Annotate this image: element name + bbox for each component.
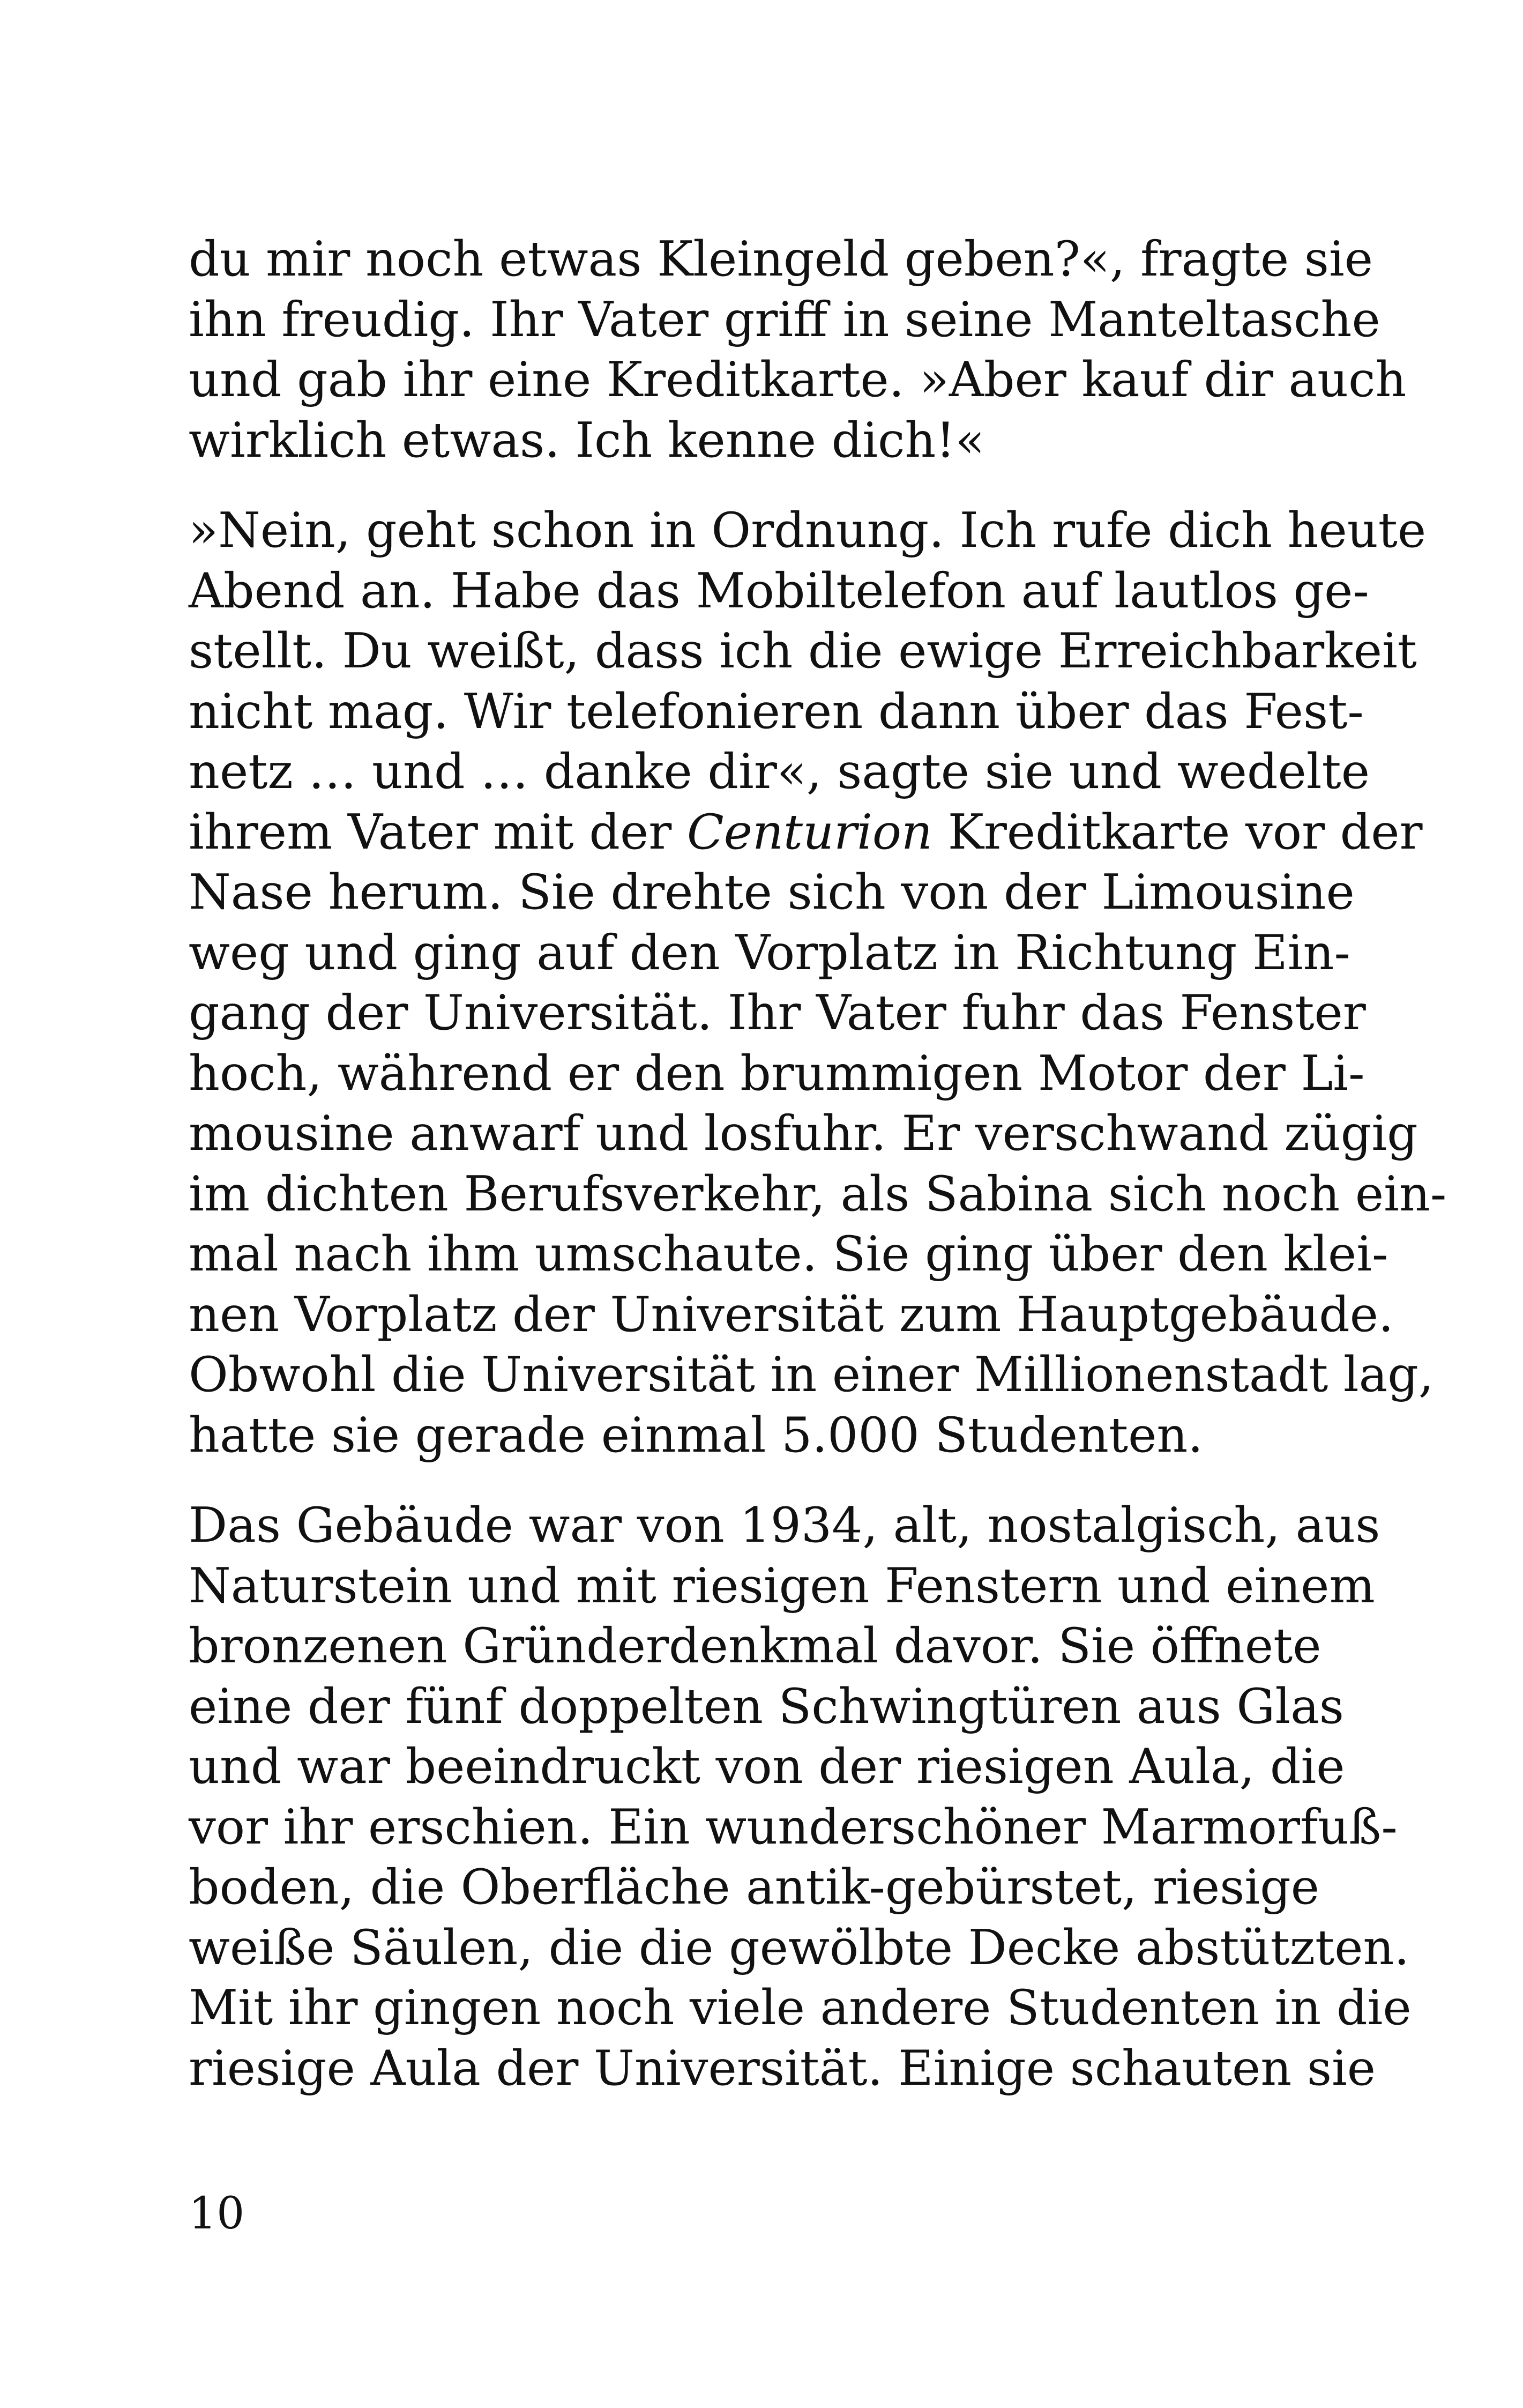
text-line: bronzenen Gründerdenkmal davor. Sie öffnete [189,1618,1322,1674]
text-line: und gab ihr eine Kreditkarte. »Aber kauf dir auch [189,352,1407,408]
paragraph-1 [189,229,1407,471]
page-number: 10 [189,2188,245,2239]
paragraph-2 [189,501,1447,1466]
text-line: wirklich etwas. Ich kenne dich!« [189,412,985,469]
text-line: gang der Universität. Ihr Vater fuhr das Fenster [189,985,1366,1041]
text-line: stellt. Du weißt, dass ich die ewige Erreichbarkeit [189,623,1417,679]
text-line: hoch, während er den brummigen Motor der Li- [189,1045,1365,1102]
text-line: riesige Aula der Universität. Einige schauten sie [189,2040,1376,2097]
text-line: weiße Säulen, die die gewölbte Decke abstützten. [189,1919,1410,1976]
text-run: Kreditkarte vor der [932,804,1423,860]
text-line: Naturstein und mit riesigen Fenstern und einem [189,1557,1375,1614]
text-run: ihrem Vater mit der [189,804,687,860]
text-line: ihn freudig. Ihr Vater griff in seine Manteltasche [189,291,1380,348]
text-line: mousine anwarf und losfuhr. Er verschwand zügig [189,1105,1418,1162]
text-line: nicht mag. Wir telefonieren dann über das Fest- [189,683,1364,740]
text-line: Das Gebäude war von 1934, alt, nostalgisch, aus [189,1497,1380,1554]
text-line: nen Vorplatz der Universität zum Hauptgebäude. [189,1286,1394,1343]
text-line: mal nach ihm umschaute. Sie ging über den klei- [189,1226,1388,1282]
paragraph-3 [189,1496,1412,2099]
text-line: im dichten Berufsverkehr, als Sabina sich noch ein- [189,1165,1447,1222]
text-line: hatte sie gerade einmal 5.000 Studenten. [189,1407,1203,1463]
text-line: weg und ging auf den Vorplatz in Richtung Ein- [189,924,1350,981]
text-line: vor ihr erschien. Ein wunderschöner Marmorfuß- [189,1798,1398,1855]
text-line: Abend an. Habe das Mobiltelefon auf lautlos ge- [189,562,1369,619]
italic-term: Centurion [686,804,933,860]
text-line: du mir noch etwas Kleingeld geben?«, fragte sie [189,231,1373,287]
text-line: Obwohl die Universität in einer Millionenstadt lag, [189,1347,1434,1403]
text-line-with-italic [189,802,1423,863]
body-text [189,229,1447,2099]
text-line: Nase herum. Sie drehte sich von der Limousine [189,864,1355,920]
text-line: eine der fünf doppelten Schwingtüren aus Glas [189,1678,1344,1735]
text-line: netz … und … danke dir«, sagte sie und wedelte [189,744,1370,800]
text-line: Mit ihr gingen noch viele andere Studenten in die [189,1980,1412,2036]
text-line: boden, die Oberfläche antik-gebürstet, riesige [189,1859,1319,1915]
text-line: »Nein, geht schon in Ordnung. Ich rufe dich heute [189,502,1427,559]
text-line: und war beeindruckt von der riesigen Aula, die [189,1738,1345,1795]
